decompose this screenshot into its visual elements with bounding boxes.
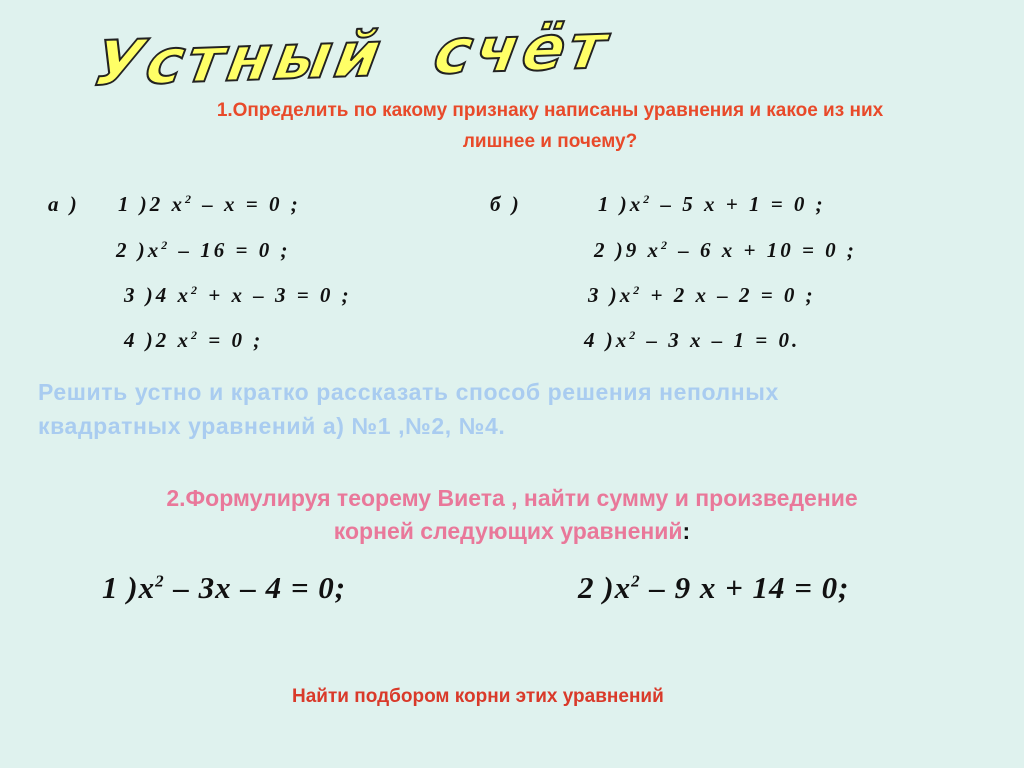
- group-a-equation-3: [124, 283, 352, 308]
- group-a-equation-2: [116, 238, 290, 263]
- equation-number: 1 ): [102, 570, 139, 605]
- equation-rest: – 3 x – 1 = 0.: [638, 328, 801, 352]
- equation-term: 4 x: [155, 283, 191, 307]
- exponent: 2: [661, 238, 670, 252]
- equation-term: x: [619, 283, 634, 307]
- equation-number: 3 ): [588, 283, 620, 307]
- equation-term: 2 x: [149, 192, 185, 216]
- task-1-line-2: лишнее и почему?: [462, 131, 638, 152]
- equation-number: 4 ): [584, 328, 616, 352]
- group-b-label: б ): [490, 192, 522, 216]
- equation-rest: + 2 x – 2 = 0 ;: [642, 283, 816, 307]
- task-2-line-2: [40, 515, 984, 548]
- group-b-equation-1: [598, 192, 826, 217]
- equation-rest: – 3x – 4 = 0;: [164, 570, 347, 605]
- task-1-line-1: 1.Определить по какому признаку написаны уравнения и какое из них: [216, 100, 884, 121]
- equation-number: 3 ): [124, 283, 156, 307]
- exponent: 2: [185, 192, 194, 206]
- exponent: 2: [633, 283, 643, 297]
- equation-rest: – 16 = 0 ;: [170, 238, 291, 262]
- task-2-colon: :: [682, 518, 691, 544]
- equation-rest: = 0 ;: [200, 328, 264, 352]
- equation-rest: – 9 x + 14 = 0;: [640, 570, 850, 605]
- equation-term: 2 x: [155, 328, 191, 352]
- equation-rest: – 5 x + 1 = 0 ;: [652, 192, 826, 216]
- exponent: 2: [631, 571, 641, 591]
- equation-rest: – 6 x + 10 = 0 ;: [670, 238, 857, 262]
- instruction-line-1: Решить устно и кратко рассказать способ решения неполных: [38, 379, 779, 405]
- task-2-text: корней следующих уравнений: [333, 518, 683, 544]
- equation-number: 2 ): [116, 238, 148, 262]
- exponent: 2: [191, 283, 200, 297]
- task-2-line-1: 2.Формулируя теорему Виета , найти сумму и произведение: [166, 485, 858, 511]
- equation-number: 2 ): [578, 570, 615, 605]
- exponent: 2: [161, 238, 171, 252]
- group-b-equation-2: [594, 238, 857, 263]
- equation-term: x: [147, 238, 162, 262]
- equation-term: x: [615, 328, 630, 352]
- equation-number: 4 ): [124, 328, 156, 352]
- footer-task: Найти подбором корни этих уравнений: [292, 686, 664, 707]
- group-a-equation-4: [124, 328, 263, 353]
- equation-rest: + x – 3 = 0 ;: [200, 283, 352, 307]
- equation-term: x: [614, 570, 632, 605]
- group-a-equation-1: [118, 192, 301, 217]
- instruction-line-2: квадратных уравнений а) №1 ,№2, №4.: [38, 413, 506, 439]
- vieta-equation-1: [102, 570, 346, 606]
- exponent: 2: [643, 192, 653, 206]
- equation-rest: – x = 0 ;: [194, 192, 301, 216]
- group-a-label: а ): [48, 192, 80, 216]
- equation-term: 9 x: [625, 238, 661, 262]
- equation-number: 2 ): [594, 238, 626, 262]
- exponent: 2: [155, 571, 165, 591]
- slide-title: Устный счёт: [88, 9, 617, 101]
- exponent: 2: [191, 328, 200, 342]
- group-b-equation-3: [588, 283, 816, 308]
- exponent: 2: [629, 328, 639, 342]
- equation-term: x: [629, 192, 644, 216]
- equation-number: 1 ): [118, 192, 150, 216]
- equation-term: x: [138, 570, 156, 605]
- vieta-equation-2: [578, 570, 849, 606]
- equation-number: 1 ): [598, 192, 630, 216]
- group-b-equation-4: [584, 328, 800, 353]
